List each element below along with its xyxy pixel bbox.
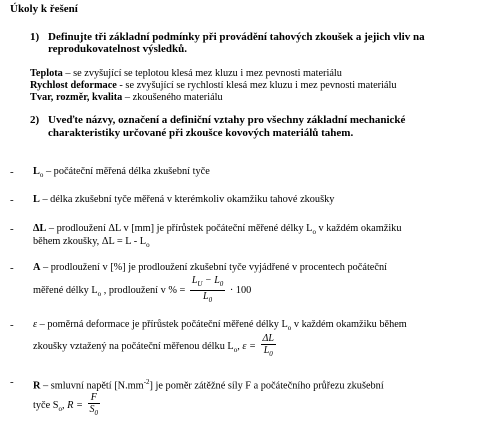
item-delta-l-line2 (33, 236, 150, 251)
subscript: o (97, 289, 102, 298)
list-dash: - (10, 262, 14, 274)
page-heading: Úkoly k řešení (10, 3, 78, 15)
definition: – počáteční měřená délka zkušební tyče (43, 166, 210, 177)
list-dash: - (10, 223, 14, 235)
denominator: L (203, 291, 209, 302)
condition-term: Rychlost deformace (30, 80, 117, 91)
denominator: S (89, 404, 95, 415)
condition-desc: - se zvyšující se rychlostí klesá mez kluzu i mez pevnosti materiálu (116, 80, 397, 91)
formula-lhs: ε = (242, 340, 259, 352)
definition: – smluvní napětí [N.mm (40, 380, 144, 392)
subscript: o (39, 171, 44, 180)
definition: , prodloužení v % = (101, 284, 188, 296)
definition: tyče S (33, 399, 59, 411)
subscript: 0 (94, 409, 98, 417)
definition: – poměrná deformace je přírůstek počáteční měřené délky L (37, 319, 288, 330)
subscript: o (58, 404, 62, 413)
superscript: -2 (143, 378, 150, 386)
numerator: F (88, 392, 101, 404)
definition: v každém okamžiku během (291, 319, 407, 330)
subscript: U (197, 280, 203, 288)
item-l (33, 194, 334, 206)
definition: ] je poměr zátěžné síly F a počátečního průřezu zkušební (149, 380, 384, 392)
item-l0 (33, 166, 210, 181)
numerator: ΔL (262, 333, 274, 344)
definition: zkoušky vztažený na počáteční měřenou délku L (33, 340, 234, 352)
task1-number: 1) (30, 31, 40, 43)
subscript: 0 (219, 280, 224, 288)
definition: měřené délky L (33, 284, 98, 296)
symbol: L (33, 194, 40, 205)
elongation-fraction (190, 275, 225, 306)
definition: – délka zkušební tyče měřená v kterémkoliv okamžiku tahové zkoušky (39, 194, 335, 205)
item-a-line2 (33, 275, 251, 306)
definition: v každém okamžiku (315, 223, 402, 234)
subscript: o (287, 324, 292, 333)
subscript: o (233, 345, 238, 354)
list-dash: - (10, 319, 14, 331)
item-epsilon-line2 (33, 333, 278, 360)
item-r-line2 (33, 392, 102, 419)
denominator: L (263, 345, 270, 356)
numerator: L (191, 275, 198, 286)
condition-desc: – se zvyšující se teplotou klesá mez kluzu i mez pevnosti materiálu (62, 68, 342, 79)
condition-strain-rate (30, 80, 397, 92)
condition-shape (30, 92, 223, 104)
symbol: L (33, 166, 40, 177)
strain-fraction (261, 333, 276, 360)
definition: během zkoušky, ΔL = L - L (33, 236, 147, 247)
item-r (33, 376, 384, 392)
symbol: A (33, 262, 41, 273)
subscript: 0 (208, 296, 213, 304)
formula-lhs: R = (67, 399, 86, 411)
definition: – prodloužení v [%] je prodloužení zkušební tyče vyjádřené v procentech počáteční (40, 262, 387, 273)
task2-line1: Uveďte názvy, označení a definiční vztahy pro všechny základní mechanické (48, 114, 406, 126)
list-dash: - (10, 166, 14, 178)
stress-fraction (88, 392, 101, 419)
subscript: 0 (269, 350, 273, 358)
task1-line1: Definujte tři základní podmínky při provádění tahových zkoušek a jejich vliv na (48, 31, 425, 43)
definition: , (237, 340, 243, 352)
item-a (33, 262, 387, 274)
condition-desc: – zkoušeného materiálu (122, 92, 223, 103)
subscript: o (312, 228, 316, 237)
task2-number: 2) (30, 114, 40, 126)
condition-temperature (30, 68, 342, 80)
condition-term: Teplota (30, 68, 63, 79)
task2-line2: charakteristiky určované při zkoušce kovových materiálů tahem. (48, 127, 354, 139)
list-dash: - (10, 194, 14, 206)
subscript: o (146, 241, 150, 250)
list-dash: - (10, 376, 14, 388)
symbol: ε (33, 319, 38, 330)
definition: , (61, 399, 68, 411)
definition: · 100 (227, 284, 252, 296)
definition: – prodloužení ΔL v [mm] je přírůstek počáteční měřené délky L (46, 223, 313, 234)
condition-term: Tvar, rozměr, kvalita (30, 92, 123, 103)
symbol: R (33, 380, 41, 392)
symbol: ΔL (33, 223, 47, 234)
numerator: − L (202, 275, 220, 286)
item-epsilon (33, 319, 407, 334)
task1-line2: reprodukovatelnost výsledků. (48, 43, 187, 55)
